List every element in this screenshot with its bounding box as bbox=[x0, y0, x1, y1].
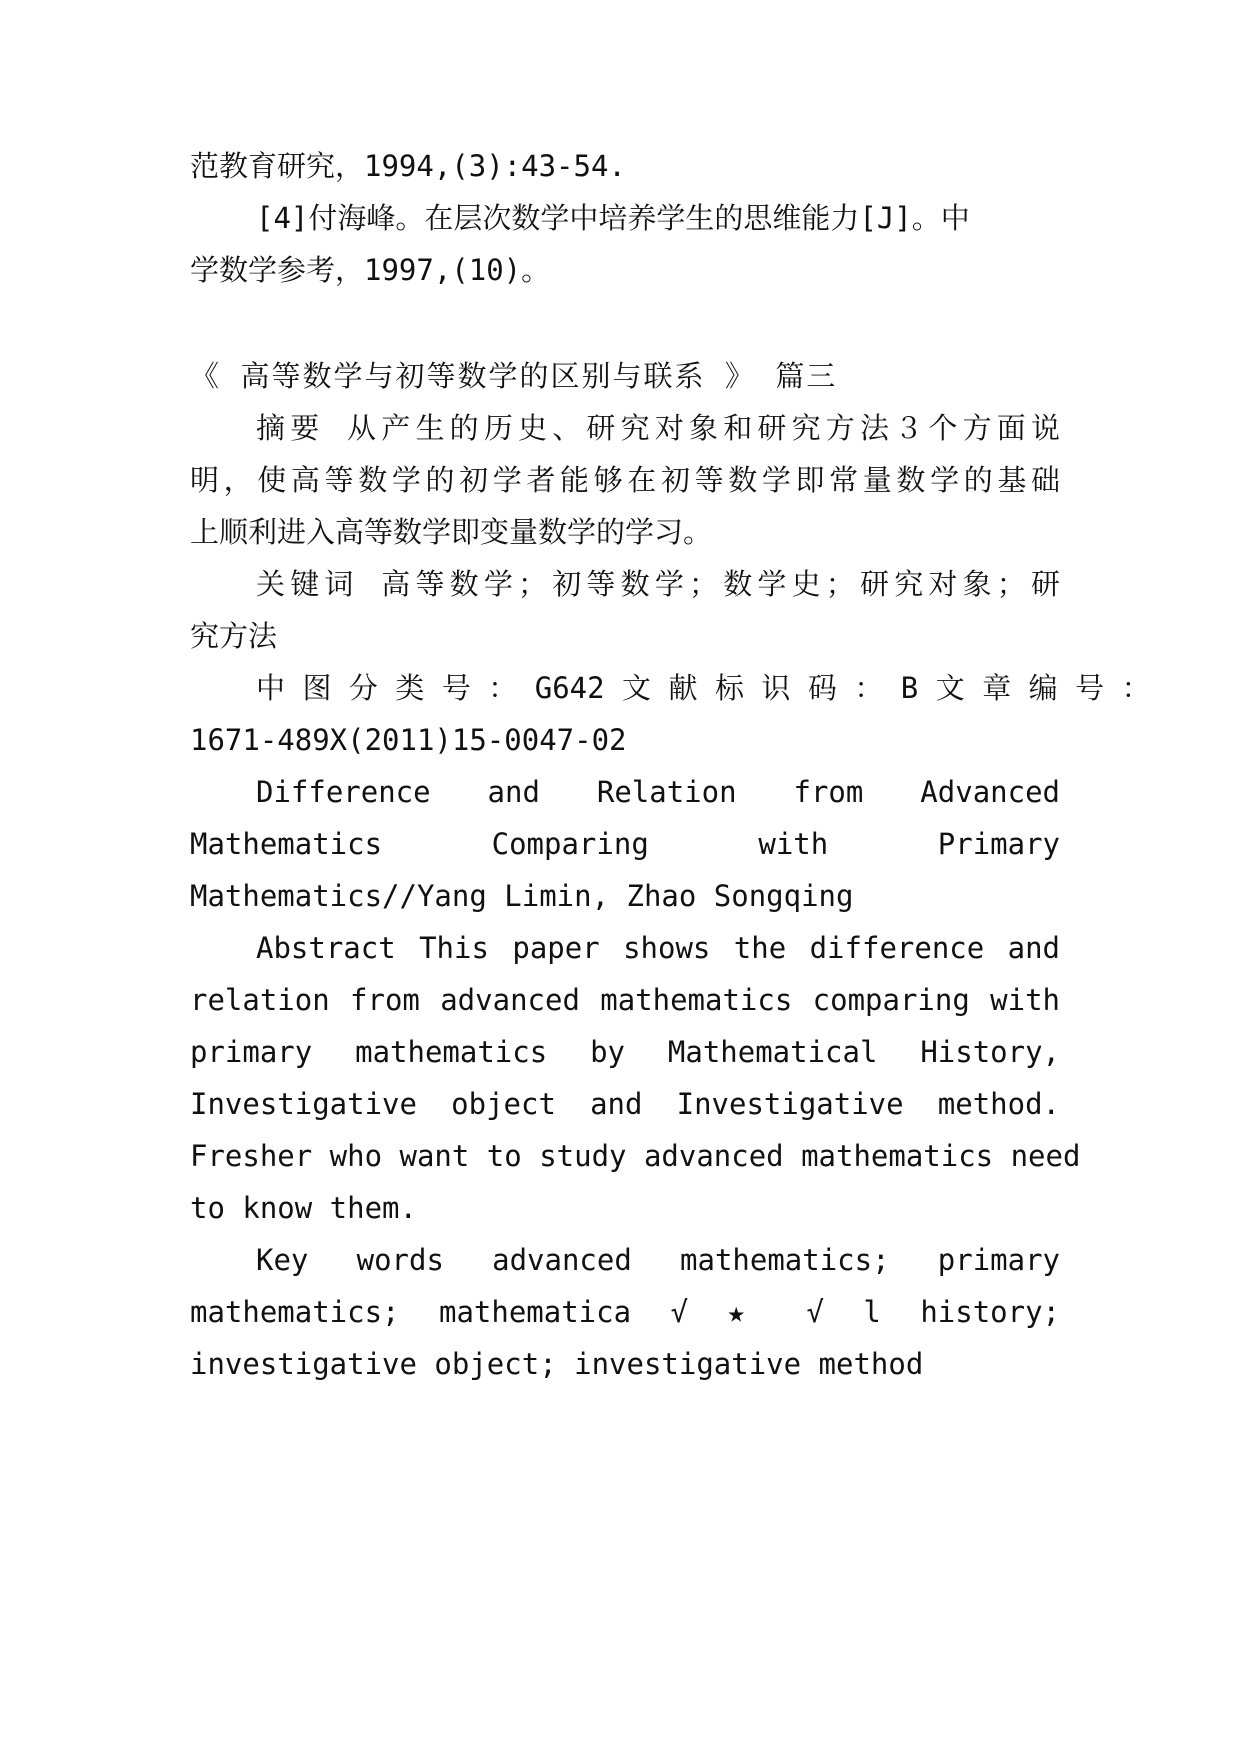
keywords-cn-line-1: 关键词 高等数学；初等数学；数学史；研究对象；研 bbox=[256, 567, 1060, 601]
reference-4-line-1: [4]付海峰。在层次数学中培养学生的思维能力[J]。中 bbox=[256, 201, 970, 235]
english-title-line-2: Mathematics Comparing with Primary bbox=[190, 827, 1060, 861]
reference-4-line-2: 学数学参考，1997,(10)。 bbox=[190, 253, 551, 287]
english-abstract-line-4: Investigative object and Investigative method. bbox=[190, 1087, 1060, 1121]
classification-line-2: 1671-489X(2011)15-0047-02 bbox=[190, 723, 627, 757]
english-abstract-line-3: primary mathematics by Mathematical History, bbox=[190, 1035, 1060, 1069]
abstract-cn-line-3: 上顺利进入高等数学即变量数学的学习。 bbox=[190, 515, 713, 549]
english-title-line-1: Difference and Relation from Advanced bbox=[256, 775, 1060, 809]
abstract-cn-line-1: 摘要 从产生的历史、研究对象和研究方法３个方面说 bbox=[256, 411, 1060, 445]
english-abstract-line-1: Abstract This paper shows the difference and bbox=[256, 931, 1060, 965]
keywords-cn-line-2: 究方法 bbox=[190, 619, 278, 653]
reference-3-tail: 范教育研究，1994,(3):43-54. bbox=[190, 149, 626, 183]
english-abstract-line-5: Fresher who want to study advanced mathematics need bbox=[190, 1139, 1081, 1173]
abstract-cn-line-2: 明，使高等数学的初学者能够在初等数学即常量数学的基础 bbox=[190, 463, 1060, 497]
english-keywords-line-3: investigative object; investigative method bbox=[190, 1347, 924, 1381]
english-title-line-3: Mathematics//Yang Limin, Zhao Songqing bbox=[190, 879, 854, 913]
english-keywords-line-1: Key words advanced mathematics; primary bbox=[256, 1243, 1060, 1277]
english-abstract-line-2: relation from advanced mathematics comparing with bbox=[190, 983, 1060, 1017]
section-title: 《 高等数学与初等数学的区别与联系 》 篇三 bbox=[190, 359, 838, 393]
english-abstract-line-6: to know them. bbox=[190, 1191, 417, 1225]
english-keywords-line-2: mathematics; mathematica √ ★ √ l history; bbox=[190, 1295, 1060, 1329]
classification-line-1: 中 图 分 类 号 ： G642 文 献 标 识 码 ： B 文 章 编 号 ： bbox=[256, 671, 1151, 705]
